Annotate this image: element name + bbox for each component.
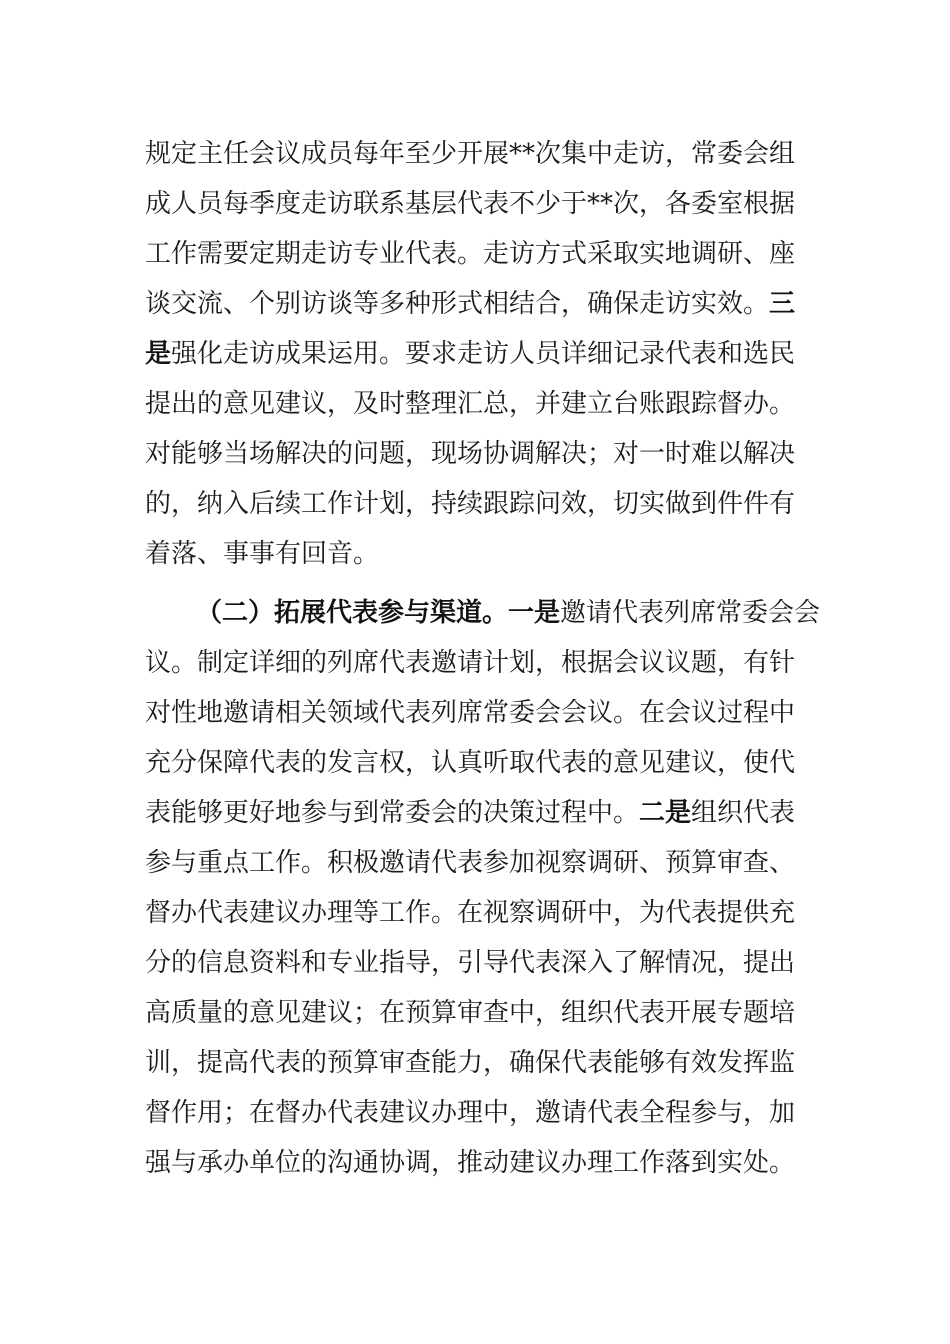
text-line: 充分保障代表的发言权，认真听取代表的意见建议，使代 xyxy=(145,748,796,778)
text-span: 强化走访成果运用。要求走访人员详细记录代表和选民 xyxy=(171,339,796,369)
bold-marker: 二是 xyxy=(639,798,692,828)
text-line: 提出的意见建议，及时整理汇总，并建立台账跟踪督办。 xyxy=(145,389,796,419)
text-span: 邀请代表列席常委会会 xyxy=(560,598,821,628)
text-line: 高质量的意见建议；在预算审查中，组织代表开展专题培 xyxy=(145,998,796,1028)
text-line xyxy=(145,334,795,374)
text-span: 组织代表 xyxy=(691,798,796,828)
text-line: 参与重点工作。积极邀请代表参加视察调研、预算审查、 xyxy=(145,848,796,878)
text-line: 对能够当场解决的问题，现场协调解决；对一时难以解决 xyxy=(145,439,796,469)
text-line: 分的信息资料和专业指导，引导代表深入了解情况，提出 xyxy=(145,948,796,978)
text-line: 规定主任会议成员每年至少开展**次集中走访，常委会组 xyxy=(145,139,796,169)
section-heading: （二）拓展代表参与渠道。 xyxy=(196,598,509,628)
text-line: 督作用；在督办代表建议办理中，邀请代表全程参与，加 xyxy=(145,1098,796,1128)
text-line xyxy=(196,593,820,633)
text-span: 表能够更好地参与到常委会的决策过程中。 xyxy=(145,798,640,828)
text-span: 谈交流、个别访谈等多种形式相结合，确保走访实效。 xyxy=(145,289,770,319)
bold-marker: 三 xyxy=(769,289,796,319)
bold-marker: 是 xyxy=(145,339,172,369)
text-line: 督办代表建议办理等工作。在视察调研中，为代表提供充 xyxy=(145,898,796,928)
text-line: 训，提高代表的预算审查能力，确保代表能够有效发挥监 xyxy=(145,1048,796,1078)
text-line: 强与承办单位的沟通协调，推动建议办理工作落到实处。 xyxy=(145,1148,796,1178)
text-line: 的，纳入后续工作计划，持续跟踪问效，切实做到件件有 xyxy=(145,489,796,519)
text-line: 议。制定详细的列席代表邀请计划，根据会议议题，有针 xyxy=(145,648,796,678)
text-line: 成人员每季度走访联系基层代表不少于**次，各委室根据 xyxy=(145,189,796,219)
text-line xyxy=(145,284,795,324)
text-line: 对性地邀请相关领域代表列席常委会会议。在会议过程中 xyxy=(145,698,796,728)
text-line xyxy=(145,793,795,833)
text-line: 工作需要定期走访专业代表。走访方式采取实地调研、座 xyxy=(145,239,796,269)
bold-marker: 一是 xyxy=(508,598,561,628)
text-line: 着落、事事有回音。 xyxy=(145,539,380,569)
